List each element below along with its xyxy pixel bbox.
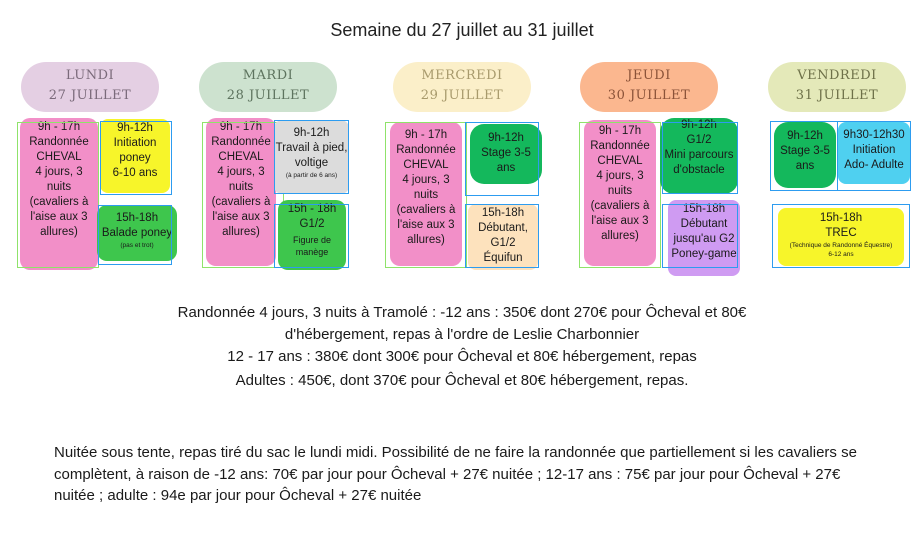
activity-label: l'aise aux 3 [30,211,88,223]
activity-mini-parcours [660,118,738,194]
time-label: 9h - 17h [404,129,448,141]
price-line: Randonnée 4 jours, 3 nuits à Tramolé : -12 ans : 350€ dont 270€ pour Ôcheval et 80€ [177,304,747,321]
activity-label: Poney-game [671,248,737,260]
time-label: 9h-12h [488,132,524,144]
activity-note: (Technique de Randonné Équestre) [789,242,893,249]
activity-label: (cavaliers à [29,196,89,208]
activity-label: manège [295,247,329,257]
activity-label: 6-10 ans [112,167,158,179]
activity-initiation-poney [100,119,170,193]
day-date: 30 JUILLET [607,88,691,103]
day-date: 29 JUILLET [420,88,504,103]
time-label: 9h30-12h30 [843,129,905,141]
activity-label: Randonnée [29,136,89,148]
activity-label: poney [119,152,151,164]
activity-label: 4 jours, 3 [217,166,265,178]
activity-label: G1/2 [686,134,712,146]
activity-label: nuits [46,181,72,193]
activity-note: (à partir de 6 ans) [285,172,338,179]
day-header-jeudi [580,62,718,112]
activity-label: Figure de [292,235,332,245]
activity-label: CHEVAL [597,155,643,167]
activity-label: Stage 3-5 [780,145,830,157]
activity-trec [778,208,904,266]
activity-note: 6-12 ans [828,251,854,258]
activity-label: Débutant [680,218,728,230]
day-header-lundi [21,62,159,112]
activity-label: 4 jours, 3 [402,174,450,186]
time-label: 15h-18h [682,203,726,215]
activity-label: G1/2 [490,237,516,249]
activity-label: Initiation [113,137,157,149]
activity-label: Stage 3-5 [481,147,531,159]
activity-label: Initiation [852,144,896,156]
activity-label: l'aise aux 3 [591,215,649,227]
activity-label: 4 jours, 3 [35,166,83,178]
time-label: 9h-12h [293,127,330,139]
activity-randonnee-lundi [20,118,98,270]
activity-label: Randonnée [211,136,271,148]
day-name: LUNDI [65,68,115,83]
activity-g1-2-figure-manege [278,200,346,270]
activity-label: Mini parcours [664,149,734,161]
price-line: d'hébergement, repas à l'ordre de Leslie Charbonnier [284,326,640,343]
activity-stage-3-5-mercredi [470,124,542,184]
activity-label: jusqu'au G2 [673,233,735,245]
activity-label: G1/2 [299,218,325,230]
activity-randonnee-mercredi [390,122,462,266]
activity-randonnee-mardi [206,118,276,266]
day-name: MARDI [242,68,294,83]
note-paragraph: Nuitée sous tente, repas tiré du sac le lundi midi. Possibilité de ne faire la randonnée que partiellement si les cavaliers se complètent, à raison de -12 ans: 70€ par jour pour Ôcheval + 27€ nuitée ; 12-17 ans : 75€ par jour pour Ôcheval + 27€ nuitée ; adulte : 94e par jour pour Ôcheval + 27€ nuitée [54,444,857,504]
day-name: VENDREDI [797,68,877,83]
activity-debutant-equifun [468,204,538,270]
activity-balade-poney [97,205,177,261]
activity-label: Débutant, [478,222,528,234]
activity-randonnee-jeudi [584,120,656,266]
activity-label: ans [795,160,815,172]
activity-label: allures) [40,226,78,238]
day-header-vendredi [768,62,906,112]
activity-initiation-ado-adulte [838,122,910,184]
activity-note: (pas et trot) [120,242,154,249]
day-date: 27 JUILLET [48,88,132,103]
day-date: 31 JUILLET [795,88,879,103]
activity-label: Randonnée [590,140,650,152]
time-label: 9h - 17h [37,121,81,133]
time-label: 15h - 18h [287,203,337,215]
activity-label: CHEVAL [36,151,82,163]
day-header-mercredi [393,62,531,112]
activity-label: CHEVAL [218,151,264,163]
activity-label: allures) [222,226,260,238]
activity-poney-game [668,200,740,276]
price-line: 12 - 17 ans : 380€ dont 300€ pour Ôcheval et 80€ hébergement, repas [227,348,697,365]
activity-label: d'obstacle [673,164,725,176]
activity-label: l'aise aux 3 [397,219,455,231]
day-header-mardi [199,62,337,112]
activity-label: voltige [294,157,329,169]
activity-label: (cavaliers à [590,200,650,212]
price-line: Adultes : 450€, dont 370€ pour Ôcheval et 80€ hébergement, repas. [235,372,689,389]
activity-label: nuits [413,189,439,201]
time-label: 9h-12h [117,122,153,134]
activity-travail-a-pied [274,120,349,194]
time-label: 9h-12h [681,119,717,131]
activity-label: nuits [228,181,254,193]
activity-label: nuits [607,185,633,197]
page-title: Semaine du 27 juillet au 31 juillet [330,20,594,40]
activity-label: Balade poney [101,227,173,239]
time-label: 9h-12h [787,130,823,142]
day-date: 28 JUILLET [226,88,310,103]
activity-label: (cavaliers à [211,196,271,208]
time-label: 15h-18h [819,212,863,224]
activity-label: ans [496,162,516,174]
day-name: MERCREDI [421,68,503,83]
activity-label: l'aise aux 3 [212,211,270,223]
activity-label: TREC [825,227,857,239]
activity-label: allures) [407,234,445,246]
activity-stage-3-5-vendredi [774,122,836,188]
activity-label: 4 jours, 3 [596,170,644,182]
activity-label: Travail à pied, [275,142,348,154]
activity-label: (cavaliers à [396,204,456,216]
activity-label: Ado- Adulte [844,159,904,171]
time-label: 15h-18h [481,207,525,219]
time-label: 9h - 17h [598,125,642,137]
activity-label: Équifun [483,252,523,264]
activity-label: allures) [601,230,639,242]
time-label: 9h - 17h [219,121,263,133]
time-label: 15h-18h [115,212,159,224]
day-name: JEUDI [627,68,671,83]
activity-label: CHEVAL [403,159,449,171]
activity-label: Randonnée [396,144,456,156]
